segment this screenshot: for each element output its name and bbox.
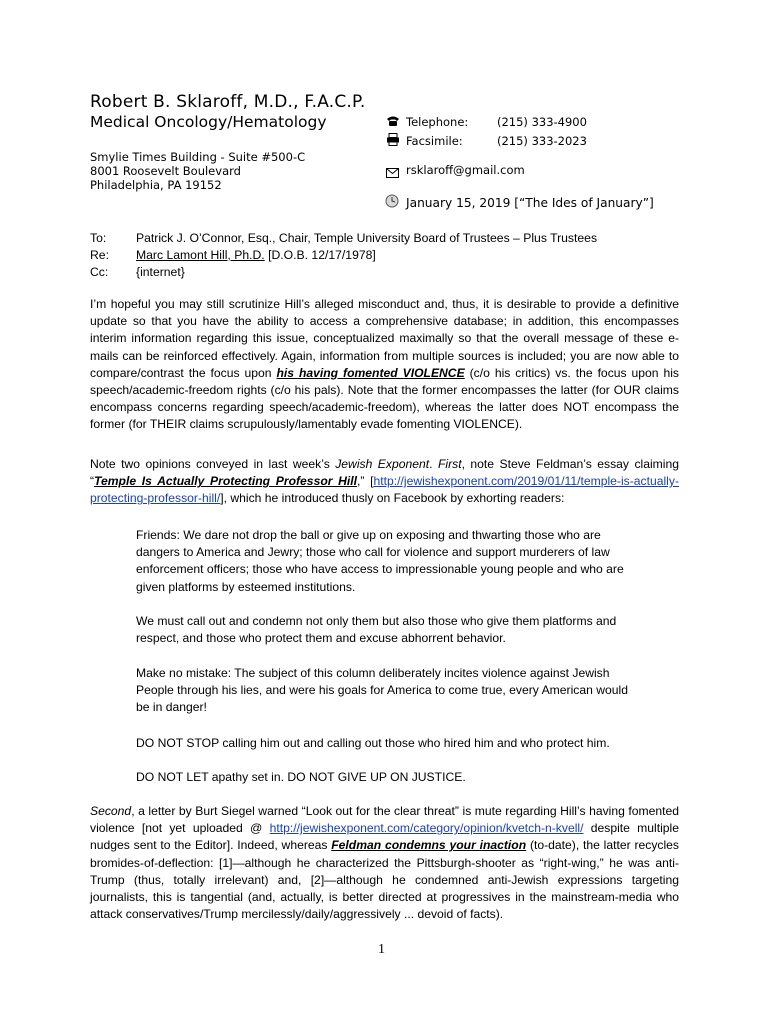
paragraph-3-text-2: despite multiple nudges sent to the Editor]. Indeed, whereas (90, 821, 680, 853)
to-value: Patrick J. O’Connor, Esq., Chair, Temple University Board of Trustees – Plus Trustees (136, 231, 598, 245)
paragraph-2-text: Note two opinions conveyed in last week’s (90, 457, 336, 471)
fax-icon (386, 133, 400, 151)
facsimile-value: (215) 333-2023 (497, 134, 587, 148)
facsimile-label: Facsimile: (406, 134, 463, 148)
re-label: Re: (90, 248, 109, 262)
paragraph-2 (90, 456, 679, 508)
re-dob: [D.O.B. 12/17/1978] (264, 248, 376, 262)
facebook-quote-2 (136, 613, 634, 647)
facebook-quote-3 (136, 665, 634, 717)
quote-paragraph: We must call out and condemn not only them but also those who give them platforms and respect, and those who protect them and excuse abhorrent behavior. (136, 614, 617, 646)
quote-paragraph: DO NOT STOP calling him out and calling out those who hired him and who protect him. (136, 736, 610, 750)
re-name: Marc Lamont Hill, Ph.D. (136, 248, 265, 262)
email-icon (386, 165, 399, 183)
paragraph-3-text: , a letter by Burt Siegel warned “Look out for the clear threat” is mute regarding Hill’s having fomented violence [not yet uploaded @ (90, 804, 679, 836)
paragraph-2-text-end: ], which he introduced thusly on Facebook by exhorting readers: (220, 491, 565, 506)
paragraph-1-text: I’m hopeful you may still scrutinize Hill’s alleged misconduct and, thus, it is desirable to provide a definitive update so that you have the ability to access a comprehensive database; in addition, this encompasses interim information regarding this issue, conceptualized maximally so that the overall message of these e-mails can be reinforced effectively. Again, information from multiple sources is included; you are now able to compare/contrast the focus upon (90, 297, 679, 380)
second-label: Second (90, 804, 132, 818)
cc-value: {internet} (136, 265, 185, 279)
letterhead-specialty: Medical Oncology/Hematology (90, 113, 327, 131)
paragraph-2-punct-2: ,” [ (357, 474, 374, 489)
paragraph-3 (90, 803, 679, 923)
quote-paragraph: Friends: We dare not drop the ball or give up on exposing and thwarting those who are dangers to America and Jewry; those who call for violence and support murderers of law enforcement officers; those who have access to impressionable young people and who are given platforms by esteemed institutions. (136, 528, 624, 594)
telephone-label: Telephone: (406, 115, 469, 129)
paragraph-2-punct: . (429, 457, 438, 471)
facebook-quote-4 (136, 735, 634, 752)
quote-paragraph: Make no mistake: The subject of this column deliberately incites violence against Jewish People through his lies, and were his goals for America to come true, every American would be in danger! (136, 666, 628, 715)
paragraph-2-text-2: , note Steve Feldman’s essay claiming “ (90, 457, 679, 489)
paragraph-1-text-end: (c/o his critics) vs. the focus upon his speech/academic-freedom rights (c/o his pals). Note that the former encompasses the latter (for OUR claims encompass concerns regarding speech/academic-freedom), whereas the latter does NOT encompass the former (for THEIR claims scrupulously/lamentably evade fomenting VIOLENCE). (90, 365, 679, 432)
clock-icon (385, 194, 399, 213)
feldman-essay-link[interactable]: http://jewishexponent.com/2019/01/11/temple-is-actually-protecting-professor-hill/ (90, 474, 679, 506)
feldman-condemns-emphasis: Feldman condemns your inaction (331, 838, 527, 853)
violence-emphasis: his having fomented VIOLENCE (276, 365, 465, 380)
email-address: rsklaroff@gmail.com (406, 163, 525, 177)
first-label: First (437, 457, 462, 471)
to-label: To: (90, 231, 107, 245)
facebook-quote-1 (136, 527, 634, 596)
telephone-value: (215) 333-4900 (497, 115, 587, 129)
paragraph-1 (90, 296, 679, 434)
page-number: 1 (378, 942, 385, 957)
letter-date: January 15, 2019 [“The Ides of January”] (406, 196, 654, 210)
letterhead-name: Robert B. Sklaroff, M.D., F.A.C.P. (90, 92, 366, 112)
telephone-icon (386, 114, 400, 132)
facebook-quote-5 (136, 769, 634, 786)
kvetch-n-kvell-link[interactable]: http://jewishexponent.com/category/opinion/kvetch-n-kvell/ (269, 821, 584, 836)
paragraph-3-text-end: (to-date), the latter recycles bromides-of-deflection: [1]—although he characterized the Pittsburgh-shooter as “right-wing,” he was anti-Trump (thus, totally irrelevant) and, [2]—although he condemned anti-Jewish expressions targeting journalists, this is tangential (and, actually, is better directed at progressives in the mainstream-media who attack conservatives/Trump mercilessly/daily/aggressively ... devoid of facts). (90, 838, 679, 922)
address-line-1: Smylie Times Building - Suite #500-C (90, 150, 306, 164)
essay-title: Temple Is Actually Protecting Professor Hill (94, 474, 358, 489)
quote-paragraph: DO NOT LET apathy set in. DO NOT GIVE UP ON JUSTICE. (136, 770, 466, 784)
cc-label: Cc: (90, 265, 109, 279)
publication-name: Jewish Exponent (335, 457, 430, 471)
re-value (136, 248, 376, 262)
address-line-3: Philadelphia, PA 19152 (90, 178, 222, 192)
address-line-2: 8001 Roosevelt Boulevard (90, 164, 241, 178)
